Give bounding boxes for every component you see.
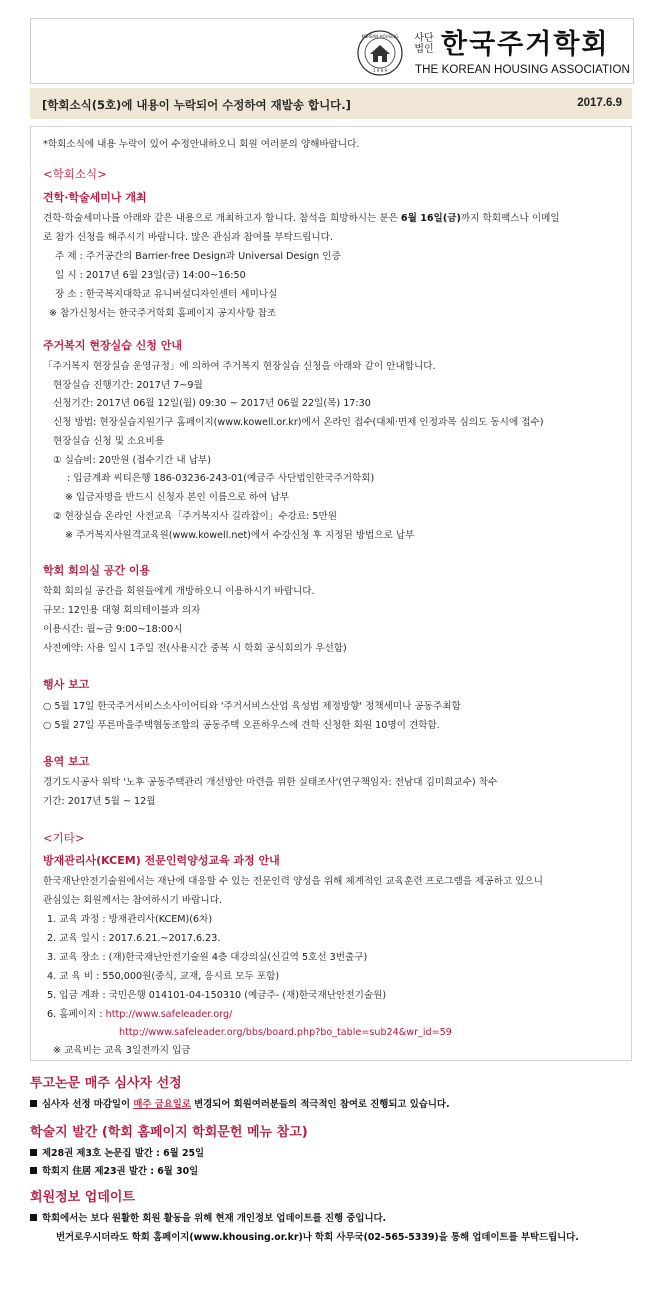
kcem-homepage <box>47 1008 232 1021</box>
section-events-title: 행사 보고 <box>43 678 90 691</box>
news-tag: <학회소식> <box>43 167 107 181</box>
association-name: 한국주거학회 <box>441 29 610 60</box>
member-update-text-1: 학회에서는 보다 원활한 회원 활동을 위해 현재 개인정보 업데이트를 진행 중입니다. <box>42 1213 387 1224</box>
practicum-cost-heading: 현장실습 신청 및 소요비용 <box>53 436 165 447</box>
section-seminar-title: 견학·학술세미나 개최 <box>43 191 147 204</box>
seminar-paragraph-2: 로 참가 신청을 해주시기 바랍니다. 많은 관심과 참여를 부탁드립니다. <box>43 232 333 243</box>
journal-item-2 <box>30 1165 198 1178</box>
practicum-period: 현장실습 진행기간: 2017년 7~9월 <box>53 380 203 391</box>
header-banner <box>30 18 634 84</box>
section-practicum-title: 주거복지 현장실습 신청 안내 <box>43 339 182 352</box>
journal-item-1-text: 제28권 제3호 논문집 발간 : 6월 25일 <box>42 1148 205 1159</box>
logo-small-text: 사단 법인 <box>414 33 434 55</box>
event-report-1: ○ 5월 17일 한국주거서비스소사이어티와 '주거서비스산업 육성법 제정방향' 정책세미나 공동주최함 <box>43 701 461 712</box>
seminar-deadline: 6월 16일(금) <box>400 213 461 224</box>
section-kcem-title: 방재관리사(KCEM) 전문인력양성교육 과정 안내 <box>43 854 280 867</box>
square-bullet-icon <box>30 1167 37 1174</box>
room-size: 규모: 12인용 대형 회의테이블과 의자 <box>43 605 201 616</box>
seminar-note: ※ 참가신청서는 한국주거학회 홈페이지 공지사항 참조 <box>49 308 277 319</box>
kcem-homepage-link[interactable]: http://www.safeleader.org/ <box>105 1009 233 1020</box>
practicum-account: : 입금계좌 씨티은행 186-03236-243-01(예금주 사단법인한국주거학회) <box>67 473 375 484</box>
section-room-title: 학회 회의실 공간 이용 <box>43 564 151 577</box>
member-update-title: 회원정보 업데이트 <box>30 1190 135 1205</box>
seminar-place: 장 소 : 한국복지대학교 유니버설디자인센터 세미나실 <box>55 289 278 300</box>
room-hours: 이용시간: 월~금 9:00~18:00시 <box>43 624 183 635</box>
notice-bar <box>30 88 632 119</box>
room-intro: 학회 회의실 공간을 회원들에게 개방하오니 이용하시기 바랍니다. <box>43 586 315 597</box>
seal-year: 1 9 8 9 <box>373 68 387 73</box>
service-report: 경기도시공사 위탁 '노후 공동주택관리 개선방안 마련을 위한 실태조사'(연구책임자: 전남대 김미희교수) 착수 <box>43 777 498 788</box>
review-text <box>30 1098 450 1111</box>
kcem-board-link[interactable]: http://www.safeleader.org/bbs/board.php?bo_table=sub24&wr_id=59 <box>119 1027 452 1038</box>
seminar-p1-a: 견학·학술세미나를 아래와 같은 내용으로 개최하고자 합니다. 참석을 희망하시는 분은 <box>43 213 401 224</box>
kcem-fee: 4. 교 육 비 : 550,000원(중식, 교재, 응시료 모두 포함) <box>47 971 280 982</box>
member-update-line-1 <box>30 1212 386 1225</box>
practicum-apply-method: 신청 방법: 현장실습지원기구 홈페이지(www.kowell.or.kr)에서 온라인 접수(대체·면제 인정과목 심의도 동시에 접수) <box>53 417 544 428</box>
seminar-topic: 주 제 : 주거공간의 Barrier-free Design과 Universal Design 인증 <box>55 251 341 262</box>
association-seal-logo <box>357 30 403 76</box>
square-bullet-icon <box>30 1214 37 1221</box>
seminar-p1-c: 까지 학회팩스나 이메일 <box>460 213 560 224</box>
journal-item-2-text: 학회지 住居 제23권 발간 : 6월 30일 <box>42 1166 199 1177</box>
review-friday-highlight: 매주 금요일로 <box>133 1099 191 1110</box>
association-english-name: THE KOREAN HOUSING ASSOCIATION <box>415 64 630 76</box>
practicum-fee-2: ② 현장실습 온라인 사전교육「주거복지사 길라잡이」수강료: 5만원 <box>53 511 338 522</box>
kcem-dates: 2. 교육 일시 : 2017.6.21.~2017.6.23. <box>47 933 221 944</box>
practicum-fee-1: ① 실습비: 20만원 (접수기간 내 납부) <box>53 455 211 466</box>
seminar-paragraph-1 <box>43 212 560 225</box>
practicum-apply-period: 신청기간: 2017년 06월 12일(월) 09:30 ~ 2017년 06월 22일(목) 17:30 <box>53 398 371 409</box>
practicum-account-note: ※ 입금자명을 반드시 신청자 본인 이름으로 하여 납부 <box>65 492 290 503</box>
practicum-intro: 「주거복지 현장실습 운영규정」에 의하여 주거복지 현장실습 신청을 아래와 같이 안내합니다. <box>43 361 436 372</box>
kcem-place: 3. 교육 장소 : (재)한국재난안전기술원 4층 대강의실(신길역 5호선 3번출구) <box>47 952 368 963</box>
review-text-a: 심사자 선정 마감일이 <box>42 1099 134 1110</box>
seminar-date: 일 시 : 2017년 6월 23일(금) 14:00~16:50 <box>55 270 246 281</box>
journal-item-1 <box>30 1147 204 1160</box>
member-update-line-2: 번거로우시더라도 학회 홈페이지(www.khousing.or.kr)나 학회 사무국(02-565-5339)을 통해 업데이트를 부탁드립니다. <box>56 1232 579 1243</box>
section-service-title: 용역 보고 <box>43 755 90 768</box>
kcem-paragraph-1: 한국재난안전기술원에서는 재난에 대응할 수 있는 전문인력 양성을 위해 체계적인 교육훈련 프로그램을 제공하고 있으니 <box>43 876 543 887</box>
notice-date: 2017.6.9 <box>577 97 622 109</box>
review-title: 투고논문 매주 심사자 선정 <box>30 1076 182 1091</box>
square-bullet-icon <box>30 1149 37 1156</box>
review-text-c: 변경되어 회원여러분들의 적극적인 참여로 진행되고 있습니다. <box>190 1099 450 1110</box>
kcem-paragraph-2: 관심있는 회원께서는 참여하시기 바랍니다. <box>43 895 223 906</box>
seal-top-text: KOREAN HOUSING <box>361 34 399 39</box>
news-content-box <box>30 126 632 1061</box>
notice-title: [학회소식(5호)에 내용이 누락되어 수정하여 재발송 합니다.] <box>42 98 351 112</box>
room-reservation: 사전예약: 사용 일시 1주일 전(사용시간 중복 시 학회 공식회의가 우선함) <box>43 643 347 654</box>
kcem-course: 1. 교육 과정 : 방재관리사(KCEM)(6차) <box>47 914 213 925</box>
journal-title: 학술지 발간 (학회 홈페이지 학회문헌 메뉴 참고) <box>30 1125 308 1140</box>
square-bullet-icon <box>30 1100 37 1107</box>
service-period: 기간: 2017년 5월 ~ 12월 <box>43 796 156 807</box>
practicum-fee-2-note: ※ 주거복지사원격교육원(www.kowell.net)에서 수강신청 후 지정된 방법으로 납부 <box>65 530 415 541</box>
kcem-payment-note: ※ 교육비는 교육 3일전까지 입금 <box>53 1045 191 1056</box>
kcem-homepage-label: 6. 홈페이지 : <box>47 1009 106 1020</box>
intro-text: *학회소식에 내용 누락이 있어 수정안내하오니 회원 여러분의 양해바랍니다. <box>43 139 360 150</box>
kcem-account: 5. 입금 계좌 : 국민은행 014101-04-150310 (예금주- (재)한국재난안전기술원) <box>47 990 387 1001</box>
event-report-2: ○ 5월 27일 푸른마을주택협동조합의 공동주택 오픈하우스에 견학 신청한 회원 10명이 견학함. <box>43 720 440 731</box>
etc-tag: <기타> <box>43 831 85 845</box>
logo-corporation-label <box>413 33 435 55</box>
